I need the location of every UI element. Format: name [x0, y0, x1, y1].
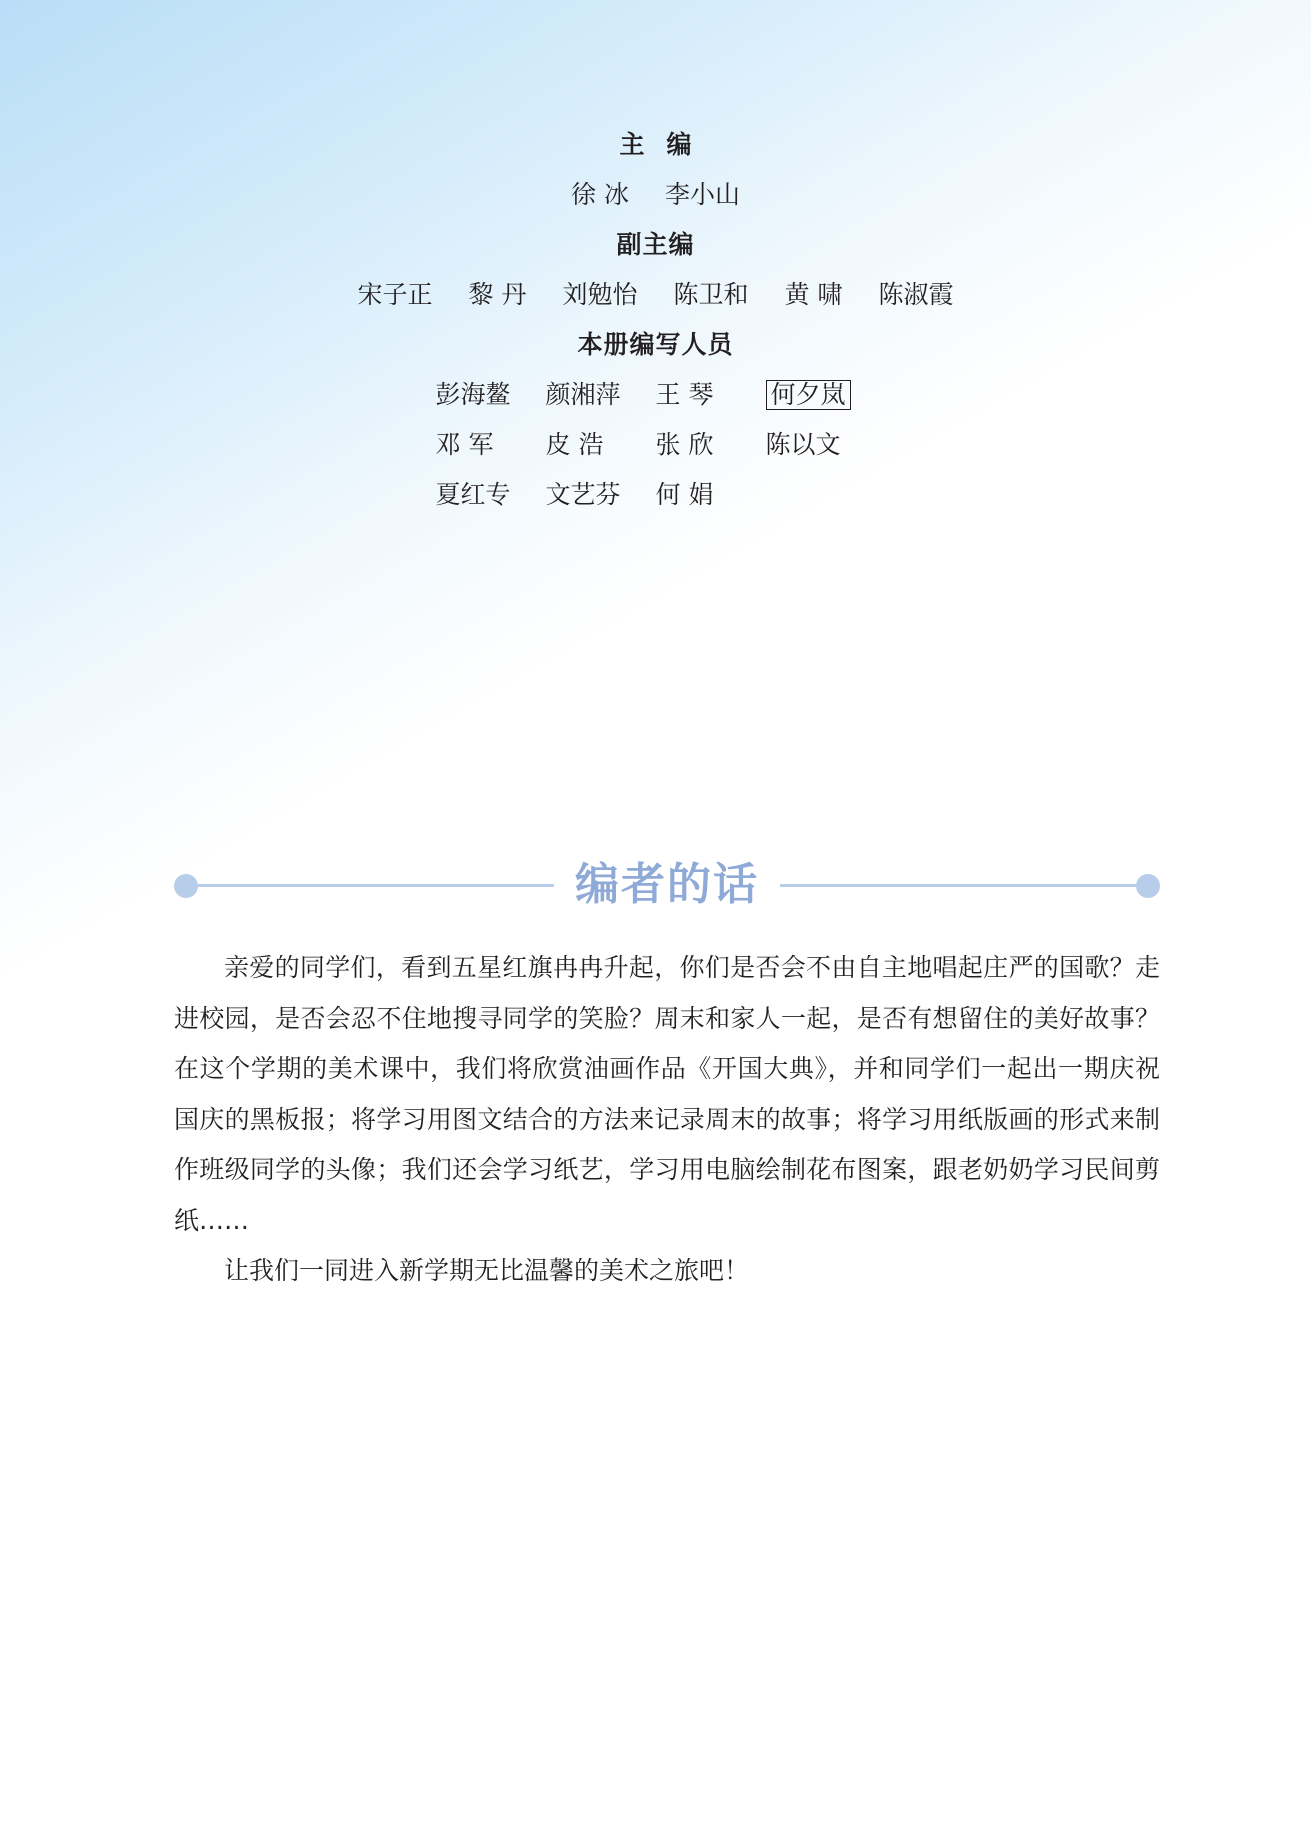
editor-name: 陈卫和 — [673, 280, 749, 309]
deputy-editor-heading: 副主编 — [616, 230, 695, 259]
boxed-name: 何夕岚 — [766, 380, 851, 410]
writer-name: 张 欣 — [655, 430, 714, 459]
writer-name: 王 琴 — [655, 380, 714, 409]
preface-body — [174, 943, 1160, 1297]
divider-dot-right — [1136, 874, 1160, 898]
writers-row — [436, 420, 876, 470]
chief-editor-heading: 主编 — [619, 130, 714, 159]
editor-name: 刘勉怡 — [562, 280, 638, 309]
editor-name: 黄 啸 — [784, 280, 843, 309]
preface-header — [174, 855, 1160, 915]
writers-row — [436, 370, 876, 420]
editor-name: 李小山 — [664, 180, 740, 209]
writers-heading: 本册编写人员 — [577, 330, 734, 359]
writer-name: 何 娟 — [655, 480, 714, 509]
writers-grid — [436, 370, 876, 520]
divider-line-right — [780, 884, 1150, 887]
credits-block — [0, 120, 1311, 520]
writer-name: 皮 浩 — [545, 430, 604, 459]
writer-name-boxed — [766, 370, 876, 420]
writer-name: 夏红专 — [435, 480, 511, 509]
writer-name: 文艺芬 — [545, 480, 621, 509]
writers-row — [436, 470, 876, 520]
writer-name: 陈以文 — [765, 430, 841, 459]
preface-paragraph: 亲爱的同学们，看到五星红旗冉冉升起，你们是否会不由自主地唱起庄严的国歌？走进校园，是否会忍不住地搜寻同学的笑脸？周末和家人一起，是否有想留住的美好故事？在这个学期的美术课中，我们将欣赏油画作品《开国大典》，并和同学们一起出一期庆祝国庆的黑板报；将学习用图文结合的方法来记录周末的故事；将学习用纸版画的形式来制作班级同学的头像；我们还会学习纸艺，学习用电脑绘制花布图案，跟老奶奶学习民间剪纸…… — [174, 953, 1160, 1235]
writer-name: 颜湘萍 — [545, 380, 621, 409]
editor-name: 陈淑霞 — [878, 280, 954, 309]
editor-name: 徐 冰 — [571, 180, 629, 209]
editor-name: 宋子正 — [357, 280, 433, 309]
writer-name: 邓 军 — [435, 430, 494, 459]
preface-paragraph: 让我们一同进入新学期无比温馨的美术之旅吧！ — [224, 1256, 750, 1285]
writer-name: 彭海鳌 — [435, 380, 511, 409]
preface-title: 编者的话 — [575, 859, 759, 910]
editor-name: 黎 丹 — [468, 280, 527, 309]
deputy-editor-names — [0, 270, 1311, 320]
chief-editor-names — [0, 170, 1311, 220]
